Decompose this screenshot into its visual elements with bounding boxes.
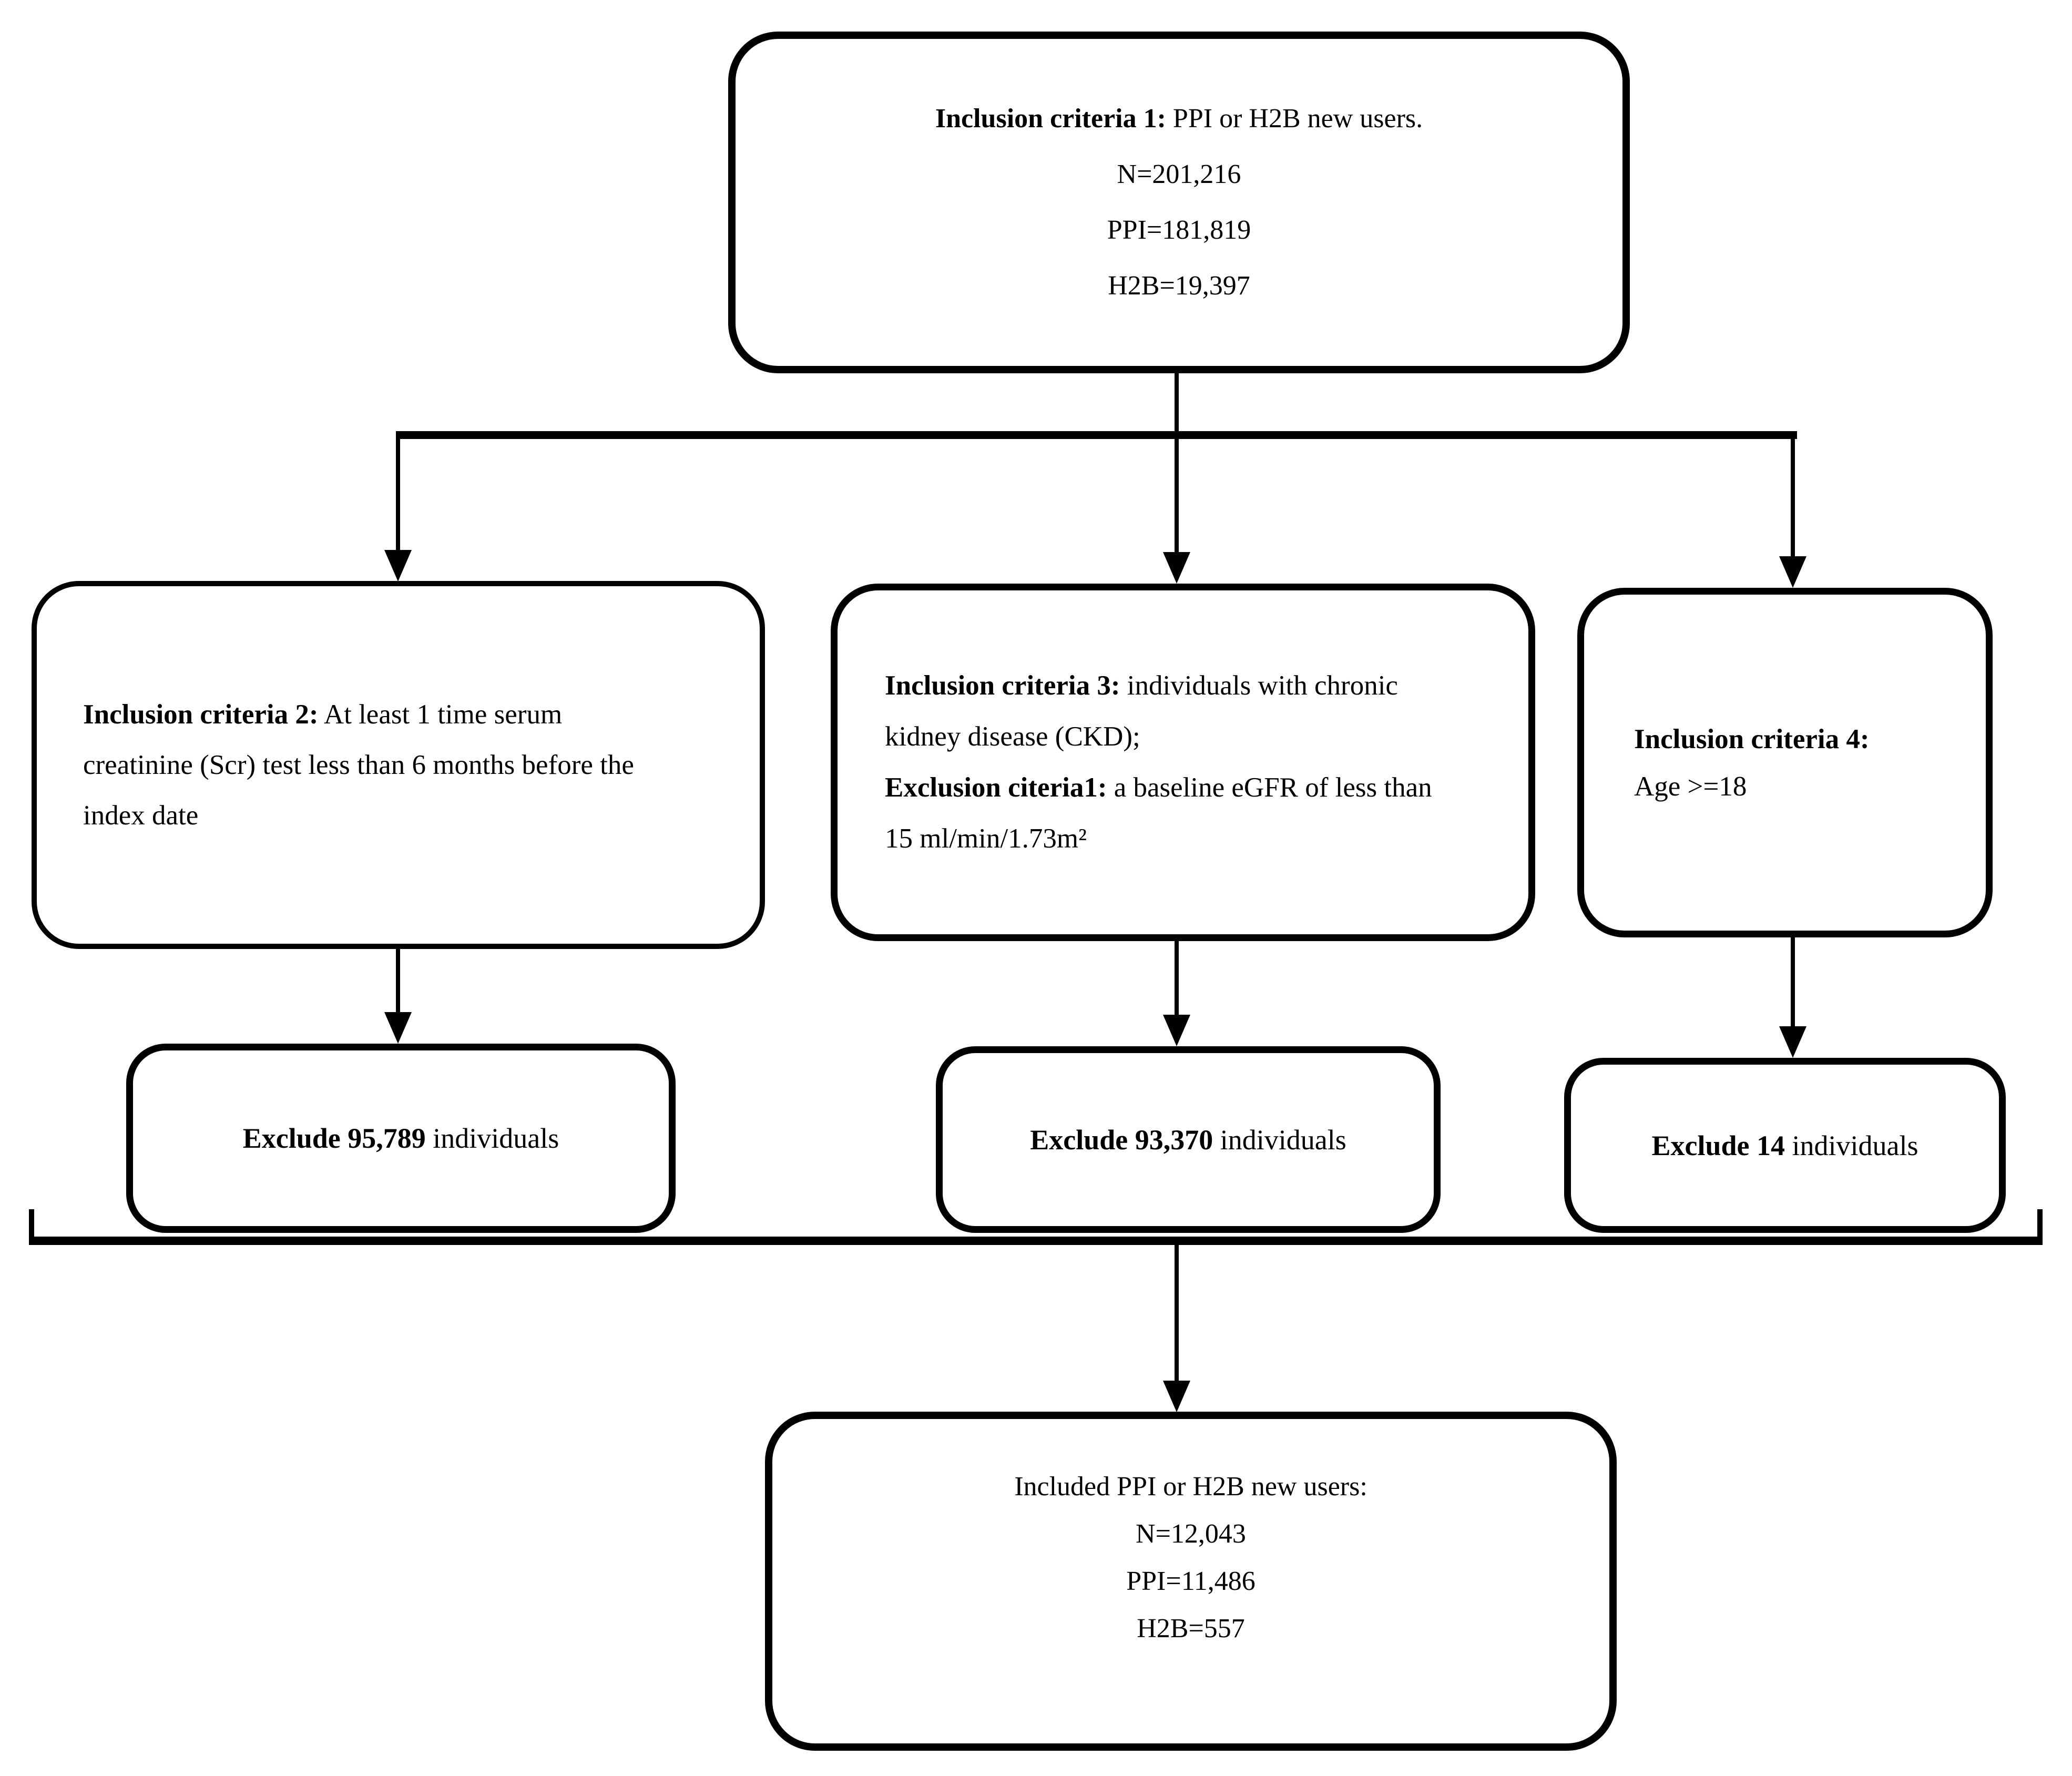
- connector-stem-middle: [1175, 435, 1179, 553]
- top-box-h2b-value: H2B=19,397: [1108, 271, 1250, 301]
- inclusion-criteria-3-text-block: [885, 660, 1434, 762]
- exclude-3-text: individuals: [1785, 1129, 1918, 1161]
- connector-collector-line: [29, 1237, 2043, 1245]
- arrowhead-to-criteria-3: [1163, 552, 1190, 584]
- connector-stem-right: [1791, 435, 1795, 557]
- top-box-ppi-value: PPI=181,819: [1107, 215, 1251, 245]
- final-included-box: [765, 1412, 1617, 1751]
- arrowhead-to-exclude-3: [1779, 1026, 1806, 1058]
- exclusion-criteria-1-label: Exclusion citeria1:: [885, 772, 1107, 803]
- final-box-ppi-value: PPI=11,486: [1126, 1566, 1256, 1596]
- inclusion-criteria-4-age-line: Age >=18: [1634, 771, 1747, 802]
- arrowhead-to-criteria-4: [1779, 556, 1806, 588]
- arrowhead-to-final-box: [1163, 1381, 1190, 1412]
- exclude-1-box: [126, 1044, 676, 1233]
- inclusion-criteria-1-box: [728, 32, 1630, 373]
- inclusion-criteria-4-label: Inclusion criteria 4:: [1634, 723, 1870, 754]
- exclude-2-line: [943, 1124, 1434, 1156]
- inclusion-criteria-2-box: [32, 581, 765, 949]
- connector-branch-line: [396, 431, 1797, 439]
- inclusion-criteria-1-title: [736, 91, 1622, 147]
- connector-collector-left-tick: [29, 1209, 34, 1241]
- exclude-2-count: Exclude 93,370: [1030, 1124, 1213, 1156]
- final-box-h2b-value: H2B=557: [1137, 1613, 1245, 1644]
- connector-stem-exclude-left: [396, 946, 400, 1013]
- arrowhead-to-exclude-1: [384, 1012, 412, 1044]
- exclude-3-box: [1564, 1058, 2006, 1233]
- exclude-3-line: [1571, 1129, 1999, 1162]
- connector-stem-exclude-right: [1791, 935, 1795, 1027]
- final-box-n-value: N=12,043: [1136, 1518, 1246, 1549]
- final-box-title: Included PPI or H2B new users:: [1014, 1471, 1367, 1502]
- inclusion-criteria-4-box: [1577, 588, 1993, 937]
- exclude-2-text: individuals: [1213, 1124, 1346, 1156]
- exclude-1-text: individuals: [425, 1122, 559, 1154]
- inclusion-criteria-1-label: Inclusion criteria 1:: [935, 104, 1166, 134]
- exclude-1-count: Exclude 95,789: [242, 1122, 426, 1154]
- inclusion-criteria-4-label-line: [1634, 716, 1970, 763]
- connector-stem-left: [396, 435, 400, 551]
- inclusion-criteria-3-text: individuals with chronic kidney disease (CKD);: [885, 670, 1398, 752]
- exclusion-criteria-1-text-block: [885, 762, 1434, 864]
- inclusion-criteria-2-text-block: [83, 689, 665, 841]
- inclusion-criteria-2-label: Inclusion criteria 2:: [83, 699, 319, 730]
- connector-stem-final: [1175, 1245, 1179, 1382]
- arrowhead-to-exclude-2: [1163, 1015, 1190, 1046]
- inclusion-criteria-1-text: PPI or H2B new users.: [1166, 104, 1423, 134]
- connector-collector-right-tick: [2037, 1209, 2043, 1241]
- exclude-3-count: Exclude 14: [1651, 1129, 1785, 1161]
- inclusion-criteria-3-box: [831, 584, 1535, 941]
- arrowhead-to-criteria-2: [384, 550, 412, 581]
- connector-top-stem: [1175, 372, 1179, 435]
- inclusion-criteria-2-text: At least 1 time serum creatinine (Scr) test less than 6 months before the index date: [83, 699, 634, 831]
- exclude-1-line: [133, 1122, 669, 1155]
- connector-stem-exclude-middle: [1175, 938, 1179, 1016]
- inclusion-criteria-3-label: Inclusion criteria 3:: [885, 670, 1120, 701]
- exclusion-criteria-1-text: a baseline eGFR of less than 15 ml/min/1.73m²: [885, 772, 1432, 854]
- exclude-2-box: [936, 1046, 1441, 1233]
- top-box-n-value: N=201,216: [1117, 159, 1241, 189]
